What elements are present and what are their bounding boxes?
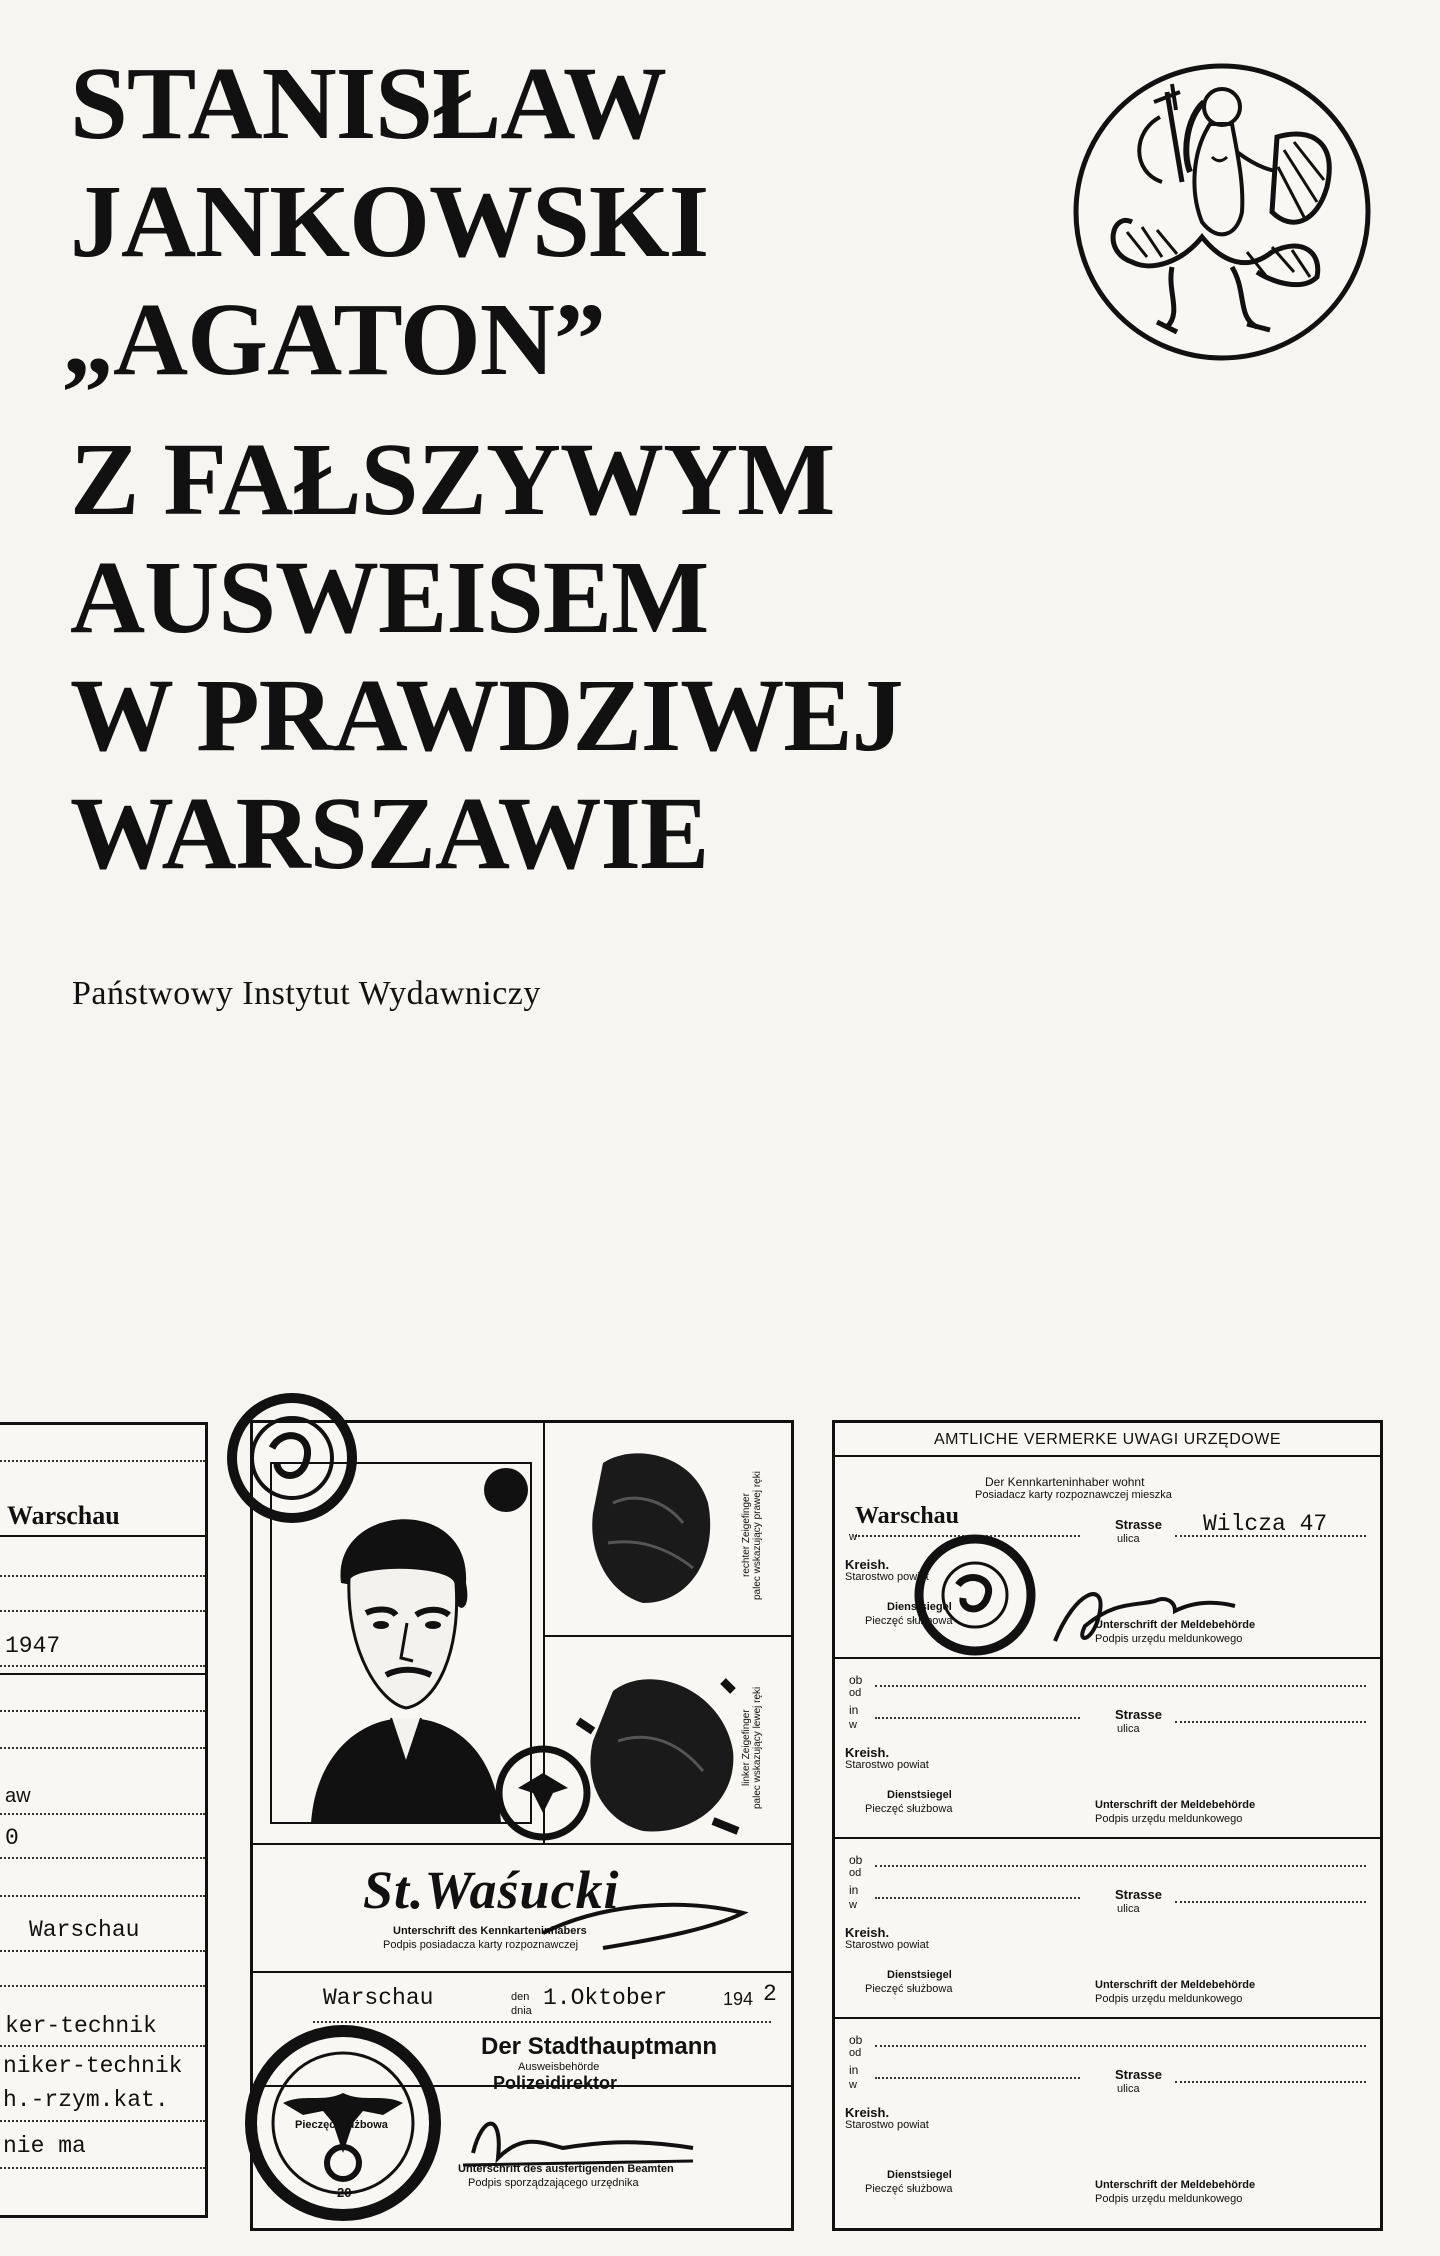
form-label: ulica bbox=[1117, 1723, 1140, 1735]
eagle-stamp-number: 20 bbox=[337, 2185, 352, 2200]
form-label: Strasse bbox=[1115, 1887, 1162, 1902]
form-label: Starostwo powiat bbox=[845, 2119, 929, 2131]
authority-subtitle: Ausweisbehörde bbox=[518, 2061, 600, 2073]
form-label: Kreish. bbox=[845, 1745, 890, 1760]
residence-ulica-label: ulica bbox=[1117, 1533, 1140, 1545]
left-card-row-aw: aw bbox=[5, 1785, 31, 1807]
left-card-year: 1947 bbox=[5, 1633, 61, 1659]
form-label: Pieczęć służbowa bbox=[865, 2183, 953, 2195]
form-label: linker Zeigefinger bbox=[741, 1709, 752, 1786]
issue-year-suffix: 2 bbox=[763, 1981, 777, 2007]
form-label: Starostwo powiat bbox=[845, 1939, 929, 1951]
form-label: ob bbox=[849, 2033, 863, 2047]
fingerprint-right-icon bbox=[583, 1443, 723, 1613]
issue-year-prefix: 194 bbox=[723, 1989, 754, 2009]
form-label: Kreish. bbox=[845, 1925, 890, 1940]
form-label: Podpis urzędu meldunkowego bbox=[1095, 1813, 1243, 1825]
issue-den-label: den bbox=[511, 1991, 530, 2003]
form-label: Dienstsiegel bbox=[887, 2169, 952, 2181]
punch-hole-icon bbox=[481, 1465, 531, 1515]
residence-w-label: w bbox=[849, 1531, 857, 1543]
form-label: Unterschrift der Meldebehörde bbox=[1095, 2179, 1256, 2191]
middle-id-card bbox=[250, 1420, 794, 2231]
left-card-profession-2: niker-technik bbox=[3, 2053, 183, 2079]
title-block bbox=[62, 45, 1170, 893]
residence-street-value: Wilcza 47 bbox=[1203, 1511, 1328, 1537]
author-line: JANKOWSKI bbox=[70, 164, 709, 279]
left-finger-caption bbox=[741, 1655, 763, 1840]
registration-stamp-icon bbox=[913, 1533, 1038, 1658]
form-label: Starostwo powiat bbox=[845, 1759, 929, 1771]
author-line: STANISŁAW bbox=[70, 46, 666, 161]
owner-residence-de: Der Kennkarteninhaber wohnt bbox=[985, 1475, 1145, 1489]
form-label: in bbox=[849, 1883, 859, 1897]
form-label: od bbox=[849, 1867, 862, 1879]
form-label: od bbox=[849, 2047, 862, 2059]
registration-section bbox=[835, 1839, 1380, 2017]
right-card-header: AMTLICHE VERMERKE UWAGI URZĘDOWE bbox=[934, 1431, 1281, 1448]
official-signature-caption-de: Unterschrift des ausfertigenden Beamten bbox=[458, 2163, 674, 2175]
form-label: Unterschrift der Meldebehörde bbox=[1095, 1799, 1256, 1811]
book-title-line: AUSWEISEM bbox=[70, 540, 709, 655]
left-id-card bbox=[0, 1422, 208, 2218]
form-label: ulica bbox=[1117, 2083, 1140, 2095]
left-card-row-zero: 0 bbox=[5, 1825, 19, 1851]
registration-section bbox=[835, 2019, 1380, 2219]
owner-signature-caption-de: Unterschrift des Kennkarteninhabers bbox=[393, 1925, 587, 1937]
form-label: rechter Zeigefinger bbox=[741, 1493, 752, 1578]
form-label: ob bbox=[849, 1853, 863, 1867]
form-label: w bbox=[849, 1899, 857, 1911]
owner-signature: St.Waśucki bbox=[363, 1860, 620, 1920]
form-label: Dienstsiegel bbox=[887, 1789, 952, 1801]
residence-meldunkowego-label: Podpis urzędu meldunkowego bbox=[1095, 1633, 1243, 1645]
photo-corner-stamp-icon bbox=[493, 1743, 593, 1843]
eagle-stamp-label: Pieczęć służbowa bbox=[295, 2119, 388, 2131]
residence-starostwo-label: Starostwo powiat bbox=[845, 1571, 929, 1583]
form-label: in bbox=[849, 2063, 859, 2077]
book-title-line: W PRAWDZIWEJ bbox=[70, 658, 903, 773]
form-label: Dienstsiegel bbox=[887, 1969, 952, 1981]
left-card-city: Warschau bbox=[7, 1501, 120, 1530]
form-label: Unterschrift der Meldebehörde bbox=[1095, 1979, 1256, 1991]
registration-section bbox=[835, 1659, 1380, 1837]
issue-city: Warschau bbox=[323, 1985, 434, 2011]
form-label: Strasse bbox=[1115, 1707, 1162, 1722]
form-label: Pieczęć służbowa bbox=[865, 1983, 953, 1995]
form-label: palec wskazujący lewej ręki bbox=[752, 1686, 763, 1809]
residence-meldebehorde-label: Unterschrift der Meldebehörde bbox=[1095, 1619, 1256, 1631]
left-card-profession-1: ker-technik bbox=[5, 2013, 157, 2039]
form-label: in bbox=[849, 1703, 859, 1717]
authority-director: Polizeidirektor bbox=[493, 2073, 618, 2093]
publisher-name: Państwowy Instytut Wydawniczy bbox=[72, 975, 541, 1012]
round-stamp-icon bbox=[227, 1393, 357, 1523]
form-label: Kreish. bbox=[845, 2105, 890, 2120]
official-signature-caption-pl: Podpis sporządzającego urzędnika bbox=[468, 2177, 639, 2189]
left-card-place: Warschau bbox=[29, 1917, 140, 1943]
form-label: Podpis urzędu meldunkowego bbox=[1095, 2193, 1243, 2205]
residence-city: Warschau bbox=[855, 1503, 960, 1529]
form-label: ulica bbox=[1117, 1903, 1140, 1915]
form-label: Pieczęć służbowa bbox=[865, 1803, 953, 1815]
right-finger-caption bbox=[741, 1443, 763, 1628]
issue-date: 1.Oktober bbox=[543, 1985, 668, 2011]
residence-kreish-label: Kreish. bbox=[845, 1557, 890, 1572]
form-label: Strasse bbox=[1115, 2067, 1162, 2082]
fingerprint-left-icon bbox=[573, 1661, 743, 1841]
form-label: od bbox=[849, 1687, 862, 1699]
left-card-religion: h.-rzym.kat. bbox=[3, 2087, 169, 2113]
form-label: ob bbox=[849, 1673, 863, 1687]
form-label: palec wskazujący prawej ręki bbox=[752, 1471, 763, 1600]
owner-residence-pl: Posiadacz karty rozpoznawczej mieszka bbox=[975, 1489, 1172, 1501]
form-label: w bbox=[849, 1719, 857, 1731]
mermaid-emblem-icon bbox=[1072, 62, 1372, 362]
issue-dnia-label: dnia bbox=[511, 2005, 532, 2017]
form-label: Podpis urzędu meldunkowego bbox=[1095, 1993, 1243, 2005]
form-label: w bbox=[849, 2079, 857, 2091]
registration-signature-icon bbox=[1045, 1571, 1245, 1651]
authority-title: Der Stadthauptmann bbox=[481, 2033, 718, 2060]
book-title-line: WARSZAWIE bbox=[70, 776, 709, 891]
residence-strasse-label: Strasse bbox=[1115, 1517, 1162, 1532]
owner-signature-caption-pl: Podpis posiadacza karty rozpoznawczej bbox=[383, 1939, 579, 1951]
author-pseudonym: „AGATON” bbox=[62, 282, 605, 397]
residence-pieczec-label: Pieczęć służbowa bbox=[865, 1615, 953, 1627]
residence-dienstsiegel-label: Dienstsiegel bbox=[887, 1601, 952, 1613]
left-card-remark: nie ma bbox=[3, 2133, 86, 2159]
right-id-card bbox=[832, 1420, 1383, 2231]
book-title-line: Z FAŁSZYWYM bbox=[70, 422, 835, 537]
